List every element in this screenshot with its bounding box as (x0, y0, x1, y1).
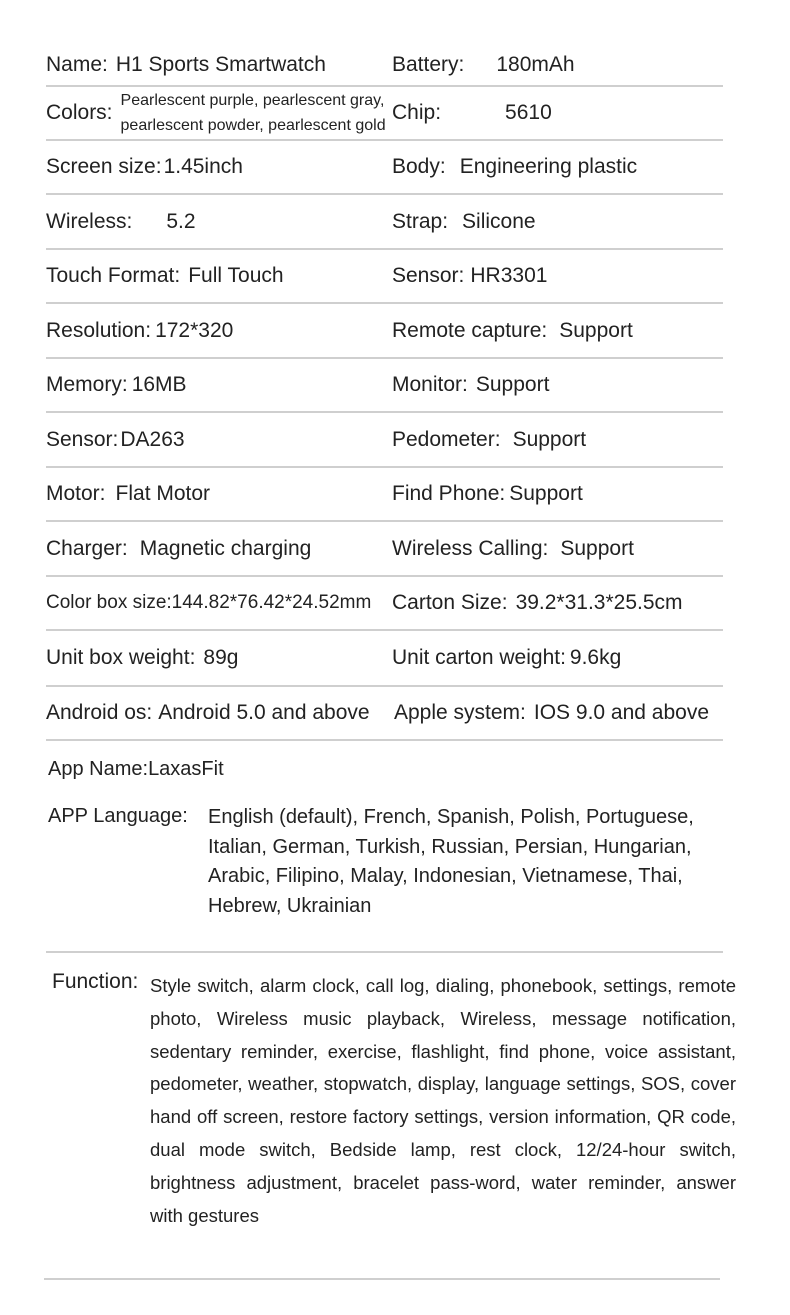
pedometer-label: Pedometer: (392, 427, 501, 451)
function-value: Style switch, alarm clock, call log, dialing, phonebook, settings, remote photo, Wireless music playback, Wireless, message notification, sedentary reminder, exercise, flashlight, find phone, voice assistant, pedometer, weather, stopwatch, display, language settings, SOS, cover hand off screen, restore factory settings, version information, QR code, dual mode switch, Bedside lamp, rest clock, 12/24-hour switch, brightness adjustment, bracelet pass-word, water reminder, answer with gestures (150, 975, 736, 1226)
memory-label: Memory: (46, 373, 128, 396)
spec-row-charger (46, 522, 723, 577)
remote-capture-label: Remote capture: (392, 318, 548, 342)
app-name-label: App Name: (48, 758, 149, 780)
app-name-value: LaxasFit (148, 758, 224, 780)
spec-row-weight (46, 631, 723, 687)
strap-label: Strap: (392, 209, 449, 233)
spec-row-box-size (46, 577, 723, 631)
screen-size-label: Screen size: (46, 155, 162, 178)
spec-row-colors (46, 87, 723, 141)
battery-label: Battery: (392, 52, 465, 76)
android-os-label: Android os: (46, 701, 153, 724)
resolution-label: Resolution: (46, 318, 152, 342)
color-box-size-label: Color box size: (46, 592, 172, 613)
spec-row-motor (46, 468, 723, 522)
touch-format-label: Touch Format: (46, 264, 181, 287)
memory-value: 16MB (131, 373, 187, 396)
pedometer-value: Support (512, 427, 587, 451)
motor-value: Flat Motor (115, 482, 211, 505)
spec-row-wireless (46, 195, 723, 250)
section-divider (46, 951, 723, 953)
chip-value: 5610 (505, 101, 552, 124)
battery-value: 180mAh (496, 52, 575, 76)
wireless-calling-label: Wireless Calling: (392, 536, 549, 560)
sensor-hr-value: HR3301 (470, 264, 548, 287)
sensor-da-label: Sensor: (46, 427, 119, 451)
sensor-hr-label: Sensor: (392, 264, 465, 287)
bottom-divider (44, 1278, 720, 1280)
apple-system-label: Apple system: (394, 701, 526, 724)
find-phone-label: Find Phone: (392, 482, 506, 505)
carton-size-label: Carton Size: (392, 591, 508, 614)
spec-row-os (46, 687, 723, 741)
spec-row-resolution (46, 304, 723, 359)
wireless-label: Wireless: (46, 209, 133, 233)
screen-size-value: 1.45inch (163, 155, 243, 178)
body-label: Body: (392, 155, 446, 178)
function-label: Function: (52, 970, 139, 993)
unit-carton-weight-label: Unit carton weight: (392, 646, 566, 669)
name-label: Name: (46, 52, 108, 76)
color-box-size-value: 144.82*76.42*24.52mm (171, 592, 372, 613)
resolution-value: 172*320 (155, 318, 234, 342)
touch-format-value: Full Touch (188, 264, 284, 287)
spec-row-touch (46, 250, 723, 304)
unit-box-weight-value: 89g (203, 646, 239, 669)
monitor-label: Monitor: (392, 373, 468, 396)
colors-value: Pearlescent purple, pearlescent gray, pearlescent powder, pearlescent gold (120, 92, 386, 134)
wireless-value: 5.2 (166, 209, 196, 233)
name-value: H1 Sports Smartwatch (115, 52, 326, 76)
monitor-value: Support (475, 373, 550, 396)
app-language-label: APP Language: (48, 805, 188, 827)
motor-label: Motor: (46, 482, 106, 505)
spec-row-memory (46, 359, 723, 413)
spec-row-name (46, 44, 723, 87)
spec-row-sensor-da (46, 413, 723, 468)
body-value: Engineering plastic (459, 155, 638, 178)
carton-size-value: 39.2*31.3*25.5cm (515, 591, 683, 614)
sensor-da-value: DA263 (120, 427, 185, 451)
app-language-value: English (default), French, Spanish, Polish, Portuguese, Italian, German, Turkish, Russian, Persian, Hungarian, Arabic, Filipino, Malay, Indonesian, Vietnamese, Thai, Hebrew, Ukrainian (208, 806, 694, 917)
find-phone-value: Support (509, 482, 583, 505)
charger-label: Charger: (46, 536, 128, 560)
spec-row-screen (46, 141, 723, 195)
charger-value: Magnetic charging (139, 536, 312, 560)
wireless-calling-value: Support (560, 536, 634, 560)
unit-carton-weight-value: 9.6kg (569, 646, 622, 669)
chip-label: Chip: (392, 101, 442, 124)
remote-capture-value: Support (559, 318, 633, 342)
colors-label: Colors: (46, 101, 113, 124)
unit-box-weight-label: Unit box weight: (46, 646, 196, 669)
app-name-line (48, 758, 224, 781)
apple-system-value: IOS 9.0 and above (533, 701, 710, 724)
strap-value: Silicone (462, 209, 536, 233)
android-os-value: Android 5.0 and above (158, 701, 370, 724)
